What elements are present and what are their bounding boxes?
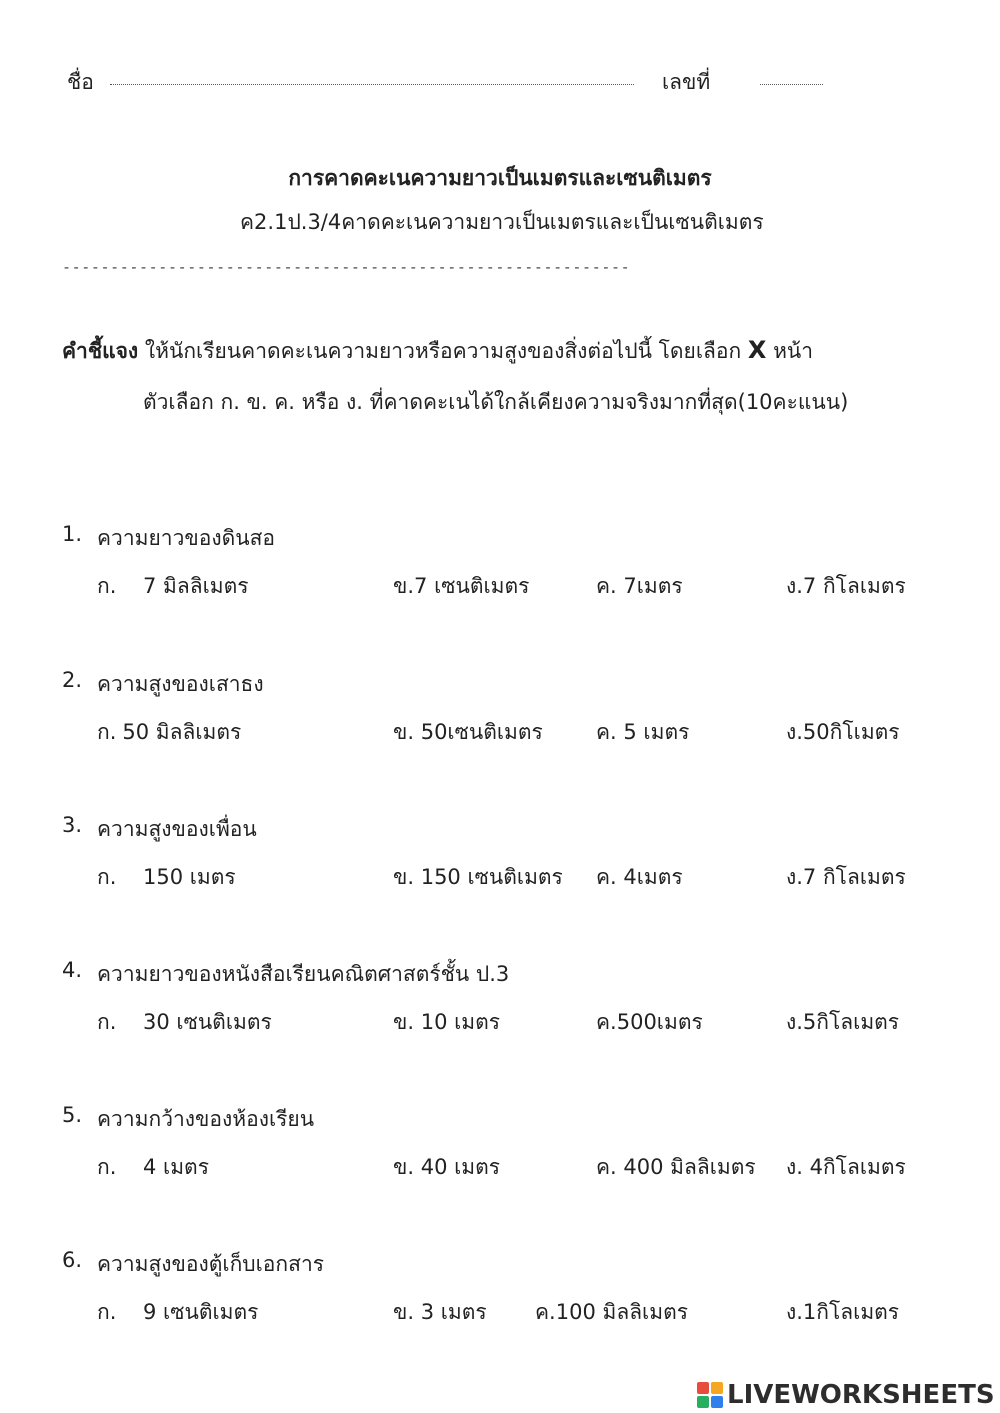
choice-a-label[interactable]: ก. <box>97 574 117 598</box>
question-text: ความยาวของดินสอ <box>97 526 276 550</box>
liveworksheets-logo-text: LIVEWORKSHEETS <box>727 1380 995 1410</box>
number-label: เลขที่ <box>662 70 711 94</box>
choice-b[interactable]: ข. 3 เมตร <box>393 1300 487 1324</box>
choice-a-label[interactable]: ก. <box>97 1155 117 1179</box>
choice-a[interactable]: 7 มิลลิเมตร <box>143 574 249 598</box>
choice-b[interactable]: ข.7 เซนติเมตร <box>393 574 530 598</box>
page-title: การคาดคะเนความยาวเป็นเมตรและเซนติเมตร <box>288 166 712 190</box>
question-number: 5. <box>62 1103 83 1127</box>
choice-c[interactable]: ค.100 มิลลิเมตร <box>535 1300 688 1324</box>
liveworksheets-logo <box>697 1378 995 1412</box>
logo-square-2 <box>711 1382 723 1394</box>
choice-a-label: ก. <box>97 720 117 744</box>
instructions-line-1 <box>62 336 813 365</box>
question-number: 1. <box>62 522 83 546</box>
choice-a-label[interactable]: ก. <box>97 865 117 889</box>
choice-c[interactable]: ค. 5 เมตร <box>596 720 690 744</box>
page-subtitle: ค2.1ป.3/4คาดคะเนความยาวเป็นเมตรและเป็นเซนติเมตร <box>240 210 764 234</box>
instructions-line-2: ตัวเลือก ก. ข. ค. หรือ ง. ที่คาดคะเนได้ใกล้เคียงความจริงมากที่สุด(10คะแนน) <box>143 390 849 414</box>
choice-d[interactable]: ง.7 กิโลเมตร <box>786 574 906 598</box>
divider-line: ----------------------------------------------------------- <box>62 258 631 276</box>
logo-square-4 <box>711 1396 723 1408</box>
choice-c[interactable]: ค. 400 มิลลิเมตร <box>596 1155 756 1179</box>
question-number: 2. <box>62 668 83 692</box>
choice-a[interactable] <box>97 716 241 749</box>
liveworksheets-logo-icon <box>697 1382 723 1408</box>
choice-a[interactable]: 150 เมตร <box>143 865 236 889</box>
choice-a[interactable]: 30 เซนติเมตร <box>143 1010 272 1034</box>
choice-d[interactable]: ง.7 กิโลเมตร <box>786 865 906 889</box>
question-text: ความสูงของเพื่อน <box>97 817 257 841</box>
choice-b[interactable]: ข. 10 เมตร <box>393 1010 501 1034</box>
question-number: 3. <box>62 813 83 837</box>
choice-d[interactable]: ง.50กิโเมตร <box>786 720 900 744</box>
choice-a[interactable]: 9 เซนติเมตร <box>143 1300 259 1324</box>
choice-c[interactable]: ค. 7เมตร <box>596 574 683 598</box>
question-number: 6. <box>62 1248 83 1272</box>
name-label: ชื่อ <box>67 70 94 94</box>
choice-b[interactable]: ข. 50เซนติเมตร <box>393 720 543 744</box>
choice-a-label[interactable]: ก. <box>97 1010 117 1034</box>
question-number: 4. <box>62 958 83 982</box>
instructions-text-1: ให้นักเรียนคาดคะเนความยาวหรือความสูงของสิ่งต่อไปนี้ โดยเลือก <box>144 339 742 363</box>
choice-c[interactable]: ค.500เมตร <box>596 1010 703 1034</box>
question-text: ความสูงของตู้เก็บเอกสาร <box>97 1252 325 1276</box>
choice-a[interactable]: 4 เมตร <box>143 1155 209 1179</box>
name-field[interactable] <box>110 84 634 85</box>
instructions-label: คำชี้แจง <box>62 339 139 363</box>
choice-d[interactable]: ง. 4กิโลเมตร <box>786 1155 906 1179</box>
instructions-text-1-end: หน้า <box>773 339 814 363</box>
question-text: ความกว้างของห้องเรียน <box>97 1107 315 1131</box>
choice-a-text: 50 มิลลิเมตร <box>122 720 242 744</box>
choice-c[interactable]: ค. 4เมตร <box>596 865 683 889</box>
choice-a-label[interactable]: ก. <box>97 1300 117 1324</box>
choice-b[interactable]: ข. 150 เซนติเมตร <box>393 865 563 889</box>
logo-square-3 <box>697 1396 709 1408</box>
logo-square-1 <box>697 1382 709 1394</box>
question-text: ความยาวของหนังสือเรียนคณิตศาสตร์ชั้น ป.3 <box>97 962 510 986</box>
choice-d[interactable]: ง.5กิโลเมตร <box>786 1010 900 1034</box>
question-text: ความสูงของเสาธง <box>97 672 264 696</box>
number-field[interactable] <box>760 84 823 85</box>
choice-b[interactable]: ข. 40 เมตร <box>393 1155 501 1179</box>
choice-d[interactable]: ง.1กิโลเมตร <box>786 1300 900 1324</box>
x-mark: X <box>747 336 767 364</box>
